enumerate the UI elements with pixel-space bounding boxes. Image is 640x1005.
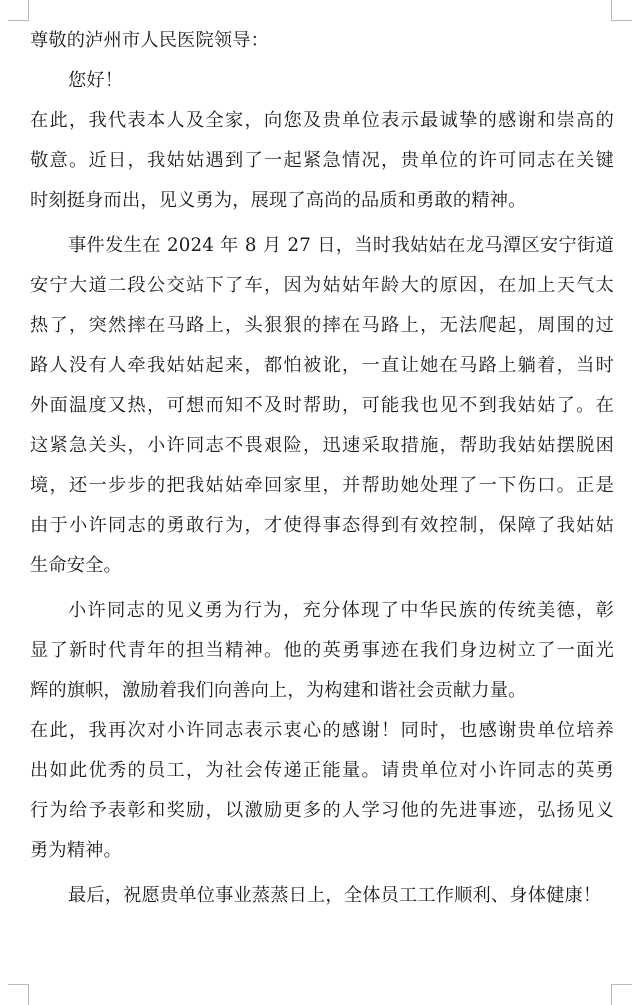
- paragraph-line: 路人没有人牵我姑姑起来，都怕被讹，一直让她在马路上躺着，当时: [30, 355, 614, 376]
- paragraph-line: 行为给予表彰和奖励，以激励更多的人学习他的先进事迹，弘扬见义: [30, 800, 614, 821]
- paragraph-line: 辉的旗帜，激励着我们向善向上，为构建和谐社会贡献力量。: [30, 680, 527, 701]
- paragraph-line: 勇为精神。: [30, 840, 122, 861]
- closing: 最后，祝愿贵单位事业蒸蒸日上，全体员工工作顺利、身体健康！: [68, 885, 602, 906]
- paragraph-line: 敬意。近日，我姑姑遇到了一起紧急情况，贵单位的许可同志在关键: [30, 150, 614, 171]
- paragraph-event: [30, 231, 614, 581]
- paragraph-praise: [30, 596, 614, 706]
- paragraph-line: 时刻挺身而出，见义勇为，展现了高尚的品质和勇敢的精神。: [30, 190, 527, 211]
- crop-mark-top-left: [8, 0, 29, 21]
- paragraph-line: 出如此优秀的员工，为社会传递正能量。请贵单位对小许同志的英勇: [30, 760, 614, 781]
- paragraph-line: 安宁大道二段公交站下了车，因为姑姑年龄大的原因，在加上天气太: [30, 275, 614, 296]
- crop-mark-top-right: [611, 0, 632, 21]
- paragraph-line: 在此，我再次对小许同志表示衷心的感谢！同时，也感谢贵单位培养: [30, 720, 614, 741]
- paragraph-line: 由于小许同志的勇敢行为，才使得事态得到有效控制，保障了我姑姑: [30, 515, 614, 536]
- paragraph-line: 事件发生在 2024 年 8 月 27 日，当时我姑姑在龙马潭区安宁街道: [68, 235, 614, 256]
- paragraph-line: 外面温度又热，可想而知不及时帮助，可能我也见不到我姑姑了。在: [30, 395, 614, 416]
- crop-mark-bottom-right: [611, 984, 632, 1005]
- paragraph-line: 生命安全。: [30, 555, 122, 576]
- crop-mark-bottom-left: [8, 984, 29, 1005]
- paragraph-line: 境，还一步步的把我姑姑牵回家里，并帮助她处理了一下伤口。正是: [30, 475, 614, 496]
- paragraph-line: 小许同志的见义勇为行为，充分体现了中华民族的传统美德，彰: [68, 600, 614, 621]
- paragraph-line: 热了，突然摔在马路上，头狠狠的摔在马路上，无法爬起，周围的过: [30, 315, 614, 336]
- paragraph-thanks: [30, 106, 614, 216]
- paragraph-line: 这紧急关头，小许同志不畏艰险，迅速采取措施，帮助我姑姑摆脱困: [30, 435, 614, 456]
- greeting: 您好！: [68, 70, 124, 91]
- paragraph-request: [30, 716, 614, 866]
- paragraph-line: 显了新时代青年的担当精神。他的英勇事迹在我们身边树立了一面光: [30, 640, 614, 661]
- paragraph-line: 在此，我代表本人及全家，向您及贵单位表示最诚挚的感谢和崇高的: [30, 110, 614, 131]
- salutation: 尊敬的泸州市人民医院领导：: [30, 30, 270, 51]
- letter-body: [30, 26, 614, 911]
